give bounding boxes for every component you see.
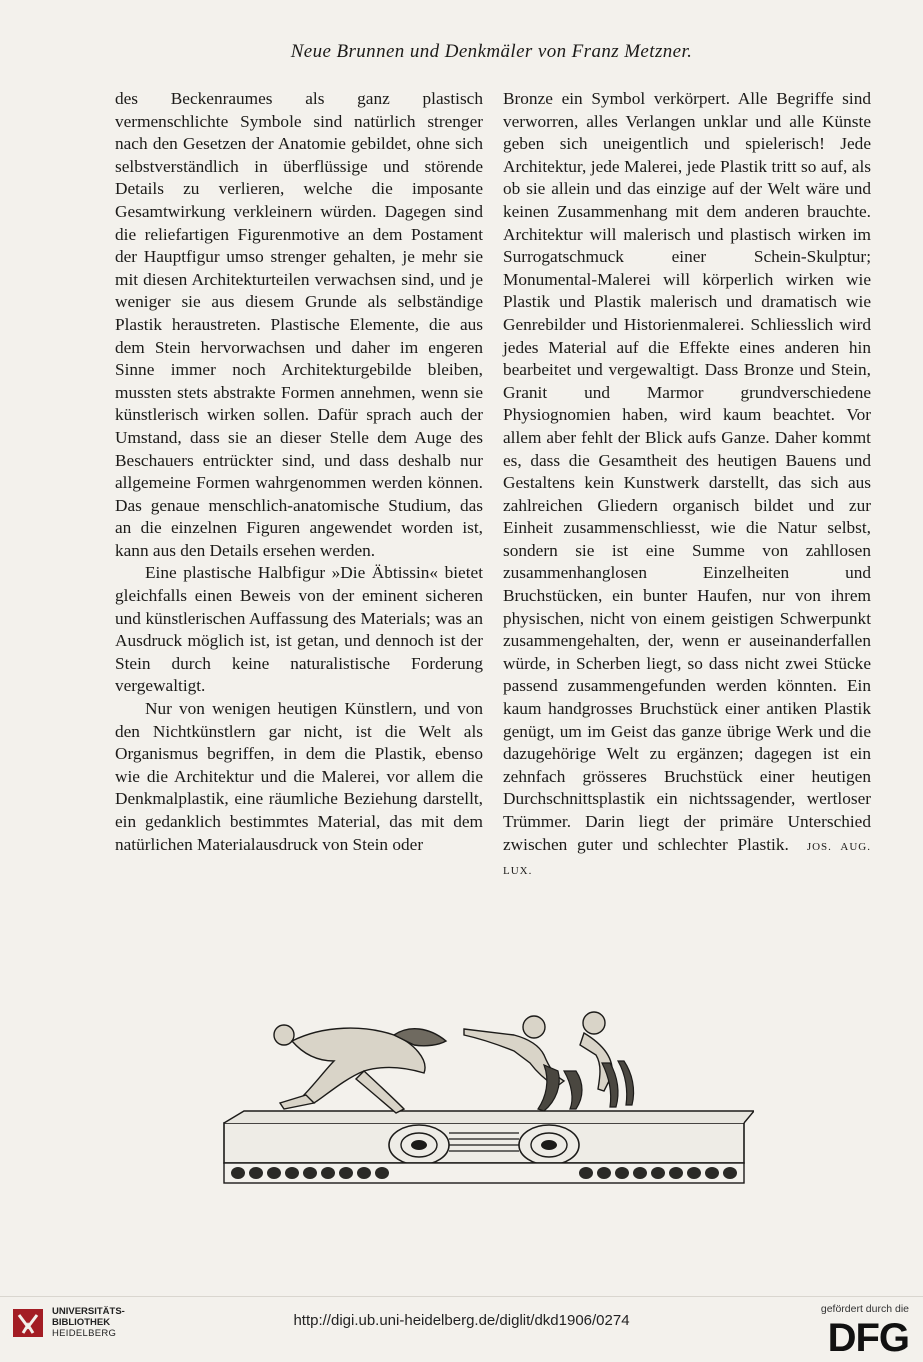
- paragraph: Nur von wenigen heutigen Künstlern, und von den Nichtkünstlern gar nicht, ist die Welt als Organismus begriffen, in dem die Plastik, ebenso wie die Architektur und die Malerei, vor allem die Denkmalplastik, eine räumliche Beziehung darstellt, ein gedanklich bestimmtes Material, das mit dem natürlichen Materialausdruck von Stein oder: [115, 699, 483, 854]
- text-column-right: [503, 88, 871, 883]
- funding-label: gefördert durch die: [820, 1303, 909, 1315]
- paragraph: des Beckenraumes als ganz plastisch vermenschlichte Symbole sind natürlich strenger nach den Gesetzen der Anatomie gebildet, ohne sich selbstverständlich in überflüssige und störende Details zu verlieren, welche die imposante Gesamtwirkung verkleinern würden. Dagegen sind die reliefartigen Figurenmotive an dem Postament der Hauptfigur umso strenger gehalten, je mehr sie mit diesen Architekturteilen verwachsen sind, und je weniger sie aus diesem Grunde als selbständige Plastik heraustreten. Plastische Elemente, die aus dem Stein hervorwachsen und daher im engeren Sinne immer noch Architekturgebilde bleiben, mussten stets abstrakte Formen annehmen, wenn sie künstlerisch wirken sollen. Dafür sprach auch der Umstand, dass sie an dieser Stelle dem Auge des Beschauers entrückter sind, und dass deshalb nur allgemeine Formen wahrgenommen werden können. Das genaue menschlich-anatomische Studium, das an die einzelnen Figuren angewendet worden ist, kann aus den Details ersehen werden.: [115, 89, 483, 560]
- permalink-url[interactable]: http://digi.ub.uni-heidelberg.de/diglit/dkd1906/0274: [293, 1312, 630, 1329]
- paragraph: [503, 88, 871, 883]
- text-column-left: [115, 88, 483, 856]
- relief-vignette-figures-icon: [214, 1005, 754, 1197]
- paragraph-text: Bronze ein Symbol verkörpert. Alle Begriffe sind verworren, alles Verlangen unklar und alle Künste geben sich uneigentlich und spielerisch! Jede Architektur, jede Malerei, jede Plastik tritt so auf, als ob sie allein und das einzige auf der Welt wäre und keinen Zusammenhang mit dem anderen brauchte. Architektur will malerisch und plastisch wirken im Surrogatschmuck einer Schein-Skulptur; Monumental-Malerei will körperlich wirken wie Plastik und Plastik malerisch und dramatisch wie Genrebilder und Historienmalerei. Schliesslich wird jedes Material auf die Effekte eines anderen hin bearbeitet und vergewaltigt. Dass Bronze und Stein, Granit und Marmor grundverschiedene Physiognomien haben, wird kaum beachtet. Vor allem aber fehlt der Blick aufs Ganze. Daher kommt es, dass die Gesamtheit des heutigen Bauens und Gestaltens kein Kunstwerk darstellt, das sich aus zahlreichen Gliedern organisch bildet und zur Einheit zusammenschliesst, wie die Natur selbst, sondern sie ist eine Summe von zahllosen zusammenhanglosen Einzelheiten und Bruchstücken, ein bunter Haufen, nur von ihrem physischen, nicht von einem geistigen Schwerpunkt zusammengehalten, der, wenn er auseinanderfallen würde, in Scherben liegt, so dass nicht zwei Stücke passend zusammengefunden werden könnten. Ein kaum handgrosses Bruchstück einer antiken Plastik genügt, um im Geist das ganze übrige Werk und die dazugehörige Welt zu ergänzen; dagegen ist ein zehnfach grösseres Bruchstück einer heutigen Durchschnittsplastik ein nichtssagender, wertloser Trümmer. Darin liegt der primäre Unterschied zwischen guter und schlechter Plastik.: [503, 89, 871, 854]
- footer-divider: [0, 1296, 923, 1297]
- library-line: UNIVERSITÄTS-: [52, 1306, 125, 1317]
- paragraph: Eine plastische Halbfigur »Die Äbtissin« bietet gleichfalls einen Beweis von der eminent sicheren und künstlerischen Auffassung des Materials; was an Ausdruck möglich ist, ist getan, und dennoch ist der Stein durch keine naturalistische Forderung vergewaltigt.: [115, 563, 483, 696]
- library-line: BIBLIOTHEK: [52, 1317, 111, 1328]
- library-line: HEIDELBERG: [52, 1328, 117, 1339]
- dfg-logo[interactable]: DFG: [827, 1316, 909, 1360]
- author-signature: JOS. AUG. LUX.: [503, 840, 871, 878]
- running-head: Neue Brunnen und Denkmäler von Franz Metzner.: [290, 41, 693, 62]
